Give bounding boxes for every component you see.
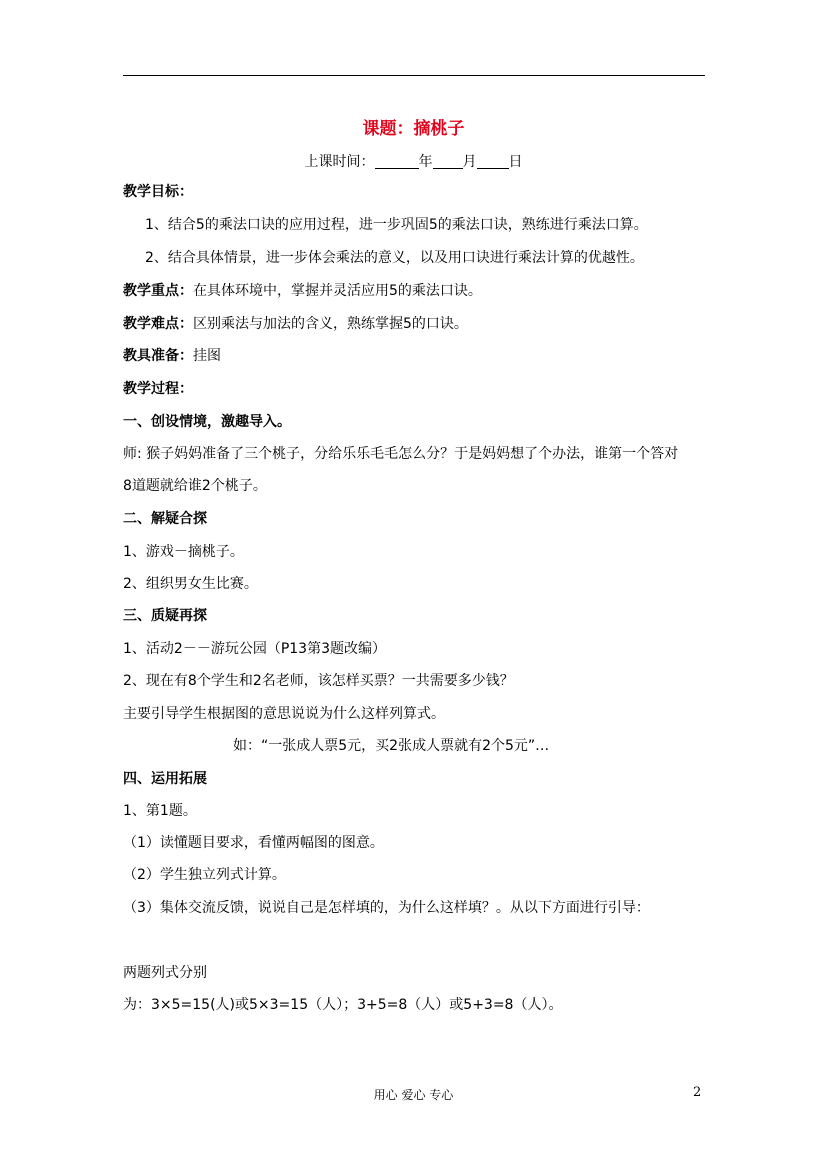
section-3-heading: 三、质疑再探 bbox=[123, 608, 207, 624]
section-2-item-2: 2、组织男女生比赛。 bbox=[123, 576, 258, 592]
goal-1: 1、结合5的乘法口诀的应用过程，进一步巩固5的乘法口诀，熟练进行乘法口算。 bbox=[145, 217, 648, 233]
difficulty bbox=[123, 315, 468, 333]
section-1-paragraph-line-2: 8道题就给谁2个桃子。 bbox=[123, 478, 267, 494]
section-2-heading: 二、解疑合探 bbox=[123, 511, 207, 527]
section-4-sub-3: （3）集体交流反馈，说说自己是怎样填的，为什么这样填？。从以下方面进行引导： bbox=[123, 900, 650, 916]
page-number: 2 bbox=[693, 1085, 702, 1100]
section-3-paragraph: 主要引导学生根据图的意思说说为什么这样列算式。 bbox=[123, 706, 445, 722]
year-blank bbox=[375, 154, 419, 169]
section-4-paragraph-1: 两题列式分别 bbox=[123, 965, 207, 981]
section-4-item-1: 1、第1题。 bbox=[123, 803, 197, 819]
goals-heading: 教学目标： bbox=[123, 184, 193, 200]
goal-2: 2、结合具体情景，进一步体会乘法的意义，以及用口诀进行乘法计算的优越性。 bbox=[145, 250, 644, 266]
section-4-sub-1: （1）读懂题目要求，看懂两幅图的图意。 bbox=[123, 835, 384, 851]
section-3-example: 如：“一张成人票5元，买2张成人票就有2个5元”… bbox=[233, 738, 550, 754]
month-blank bbox=[433, 154, 463, 169]
key-point-text: 在具体环境中，掌握并灵活应用5的乘法口诀。 bbox=[193, 283, 482, 299]
section-4-sub-2: （2）学生独立列式计算。 bbox=[123, 867, 286, 883]
class-time-line bbox=[0, 151, 827, 171]
section-1-paragraph-line-1: 师: 猴子妈妈准备了三个桃子，分给乐乐毛毛怎么分？于是妈妈想了个办法，谁第一个答对 bbox=[123, 446, 679, 462]
section-4-heading: 四、运用拓展 bbox=[123, 771, 207, 787]
tools-label: 教具准备： bbox=[123, 348, 193, 364]
section-4-paragraph-2: 为：3×5=15(人)或5×3=15（人）；3+5=8（人）或5+3=8（人）。 bbox=[123, 997, 563, 1013]
difficulty-text: 区别乘法与加法的含义，熟练掌握5的口诀。 bbox=[193, 316, 468, 332]
lesson-title: 课题：摘桃子 bbox=[362, 119, 465, 139]
tools-text: 挂图 bbox=[193, 348, 221, 364]
section-3-item-2: 2、现在有8个学生和2名老师，该怎样买票？一共需要多少钱？ bbox=[123, 673, 514, 689]
month-label: 月 bbox=[462, 154, 477, 170]
header-rule bbox=[123, 75, 705, 76]
day-blank bbox=[477, 154, 509, 169]
year-label: 年 bbox=[418, 154, 433, 170]
key-point bbox=[123, 282, 482, 300]
page-footer: 用心 爱心 专心 bbox=[373, 1088, 454, 1102]
class-time-label: 上课时间： bbox=[304, 154, 375, 170]
day-label: 日 bbox=[508, 154, 523, 170]
key-point-label: 教学重点： bbox=[123, 283, 193, 299]
section-3-item-1: 1、活动2－－游玩公园（P13第3题改编） bbox=[123, 641, 386, 657]
difficulty-label: 教学难点： bbox=[123, 316, 193, 332]
tools bbox=[123, 347, 221, 365]
section-1-heading: 一、创设情境，激趣导入。 bbox=[123, 414, 291, 430]
section-2-item-1: 1、游戏－摘桃子。 bbox=[123, 544, 244, 560]
process-heading: 教学过程： bbox=[123, 381, 193, 397]
